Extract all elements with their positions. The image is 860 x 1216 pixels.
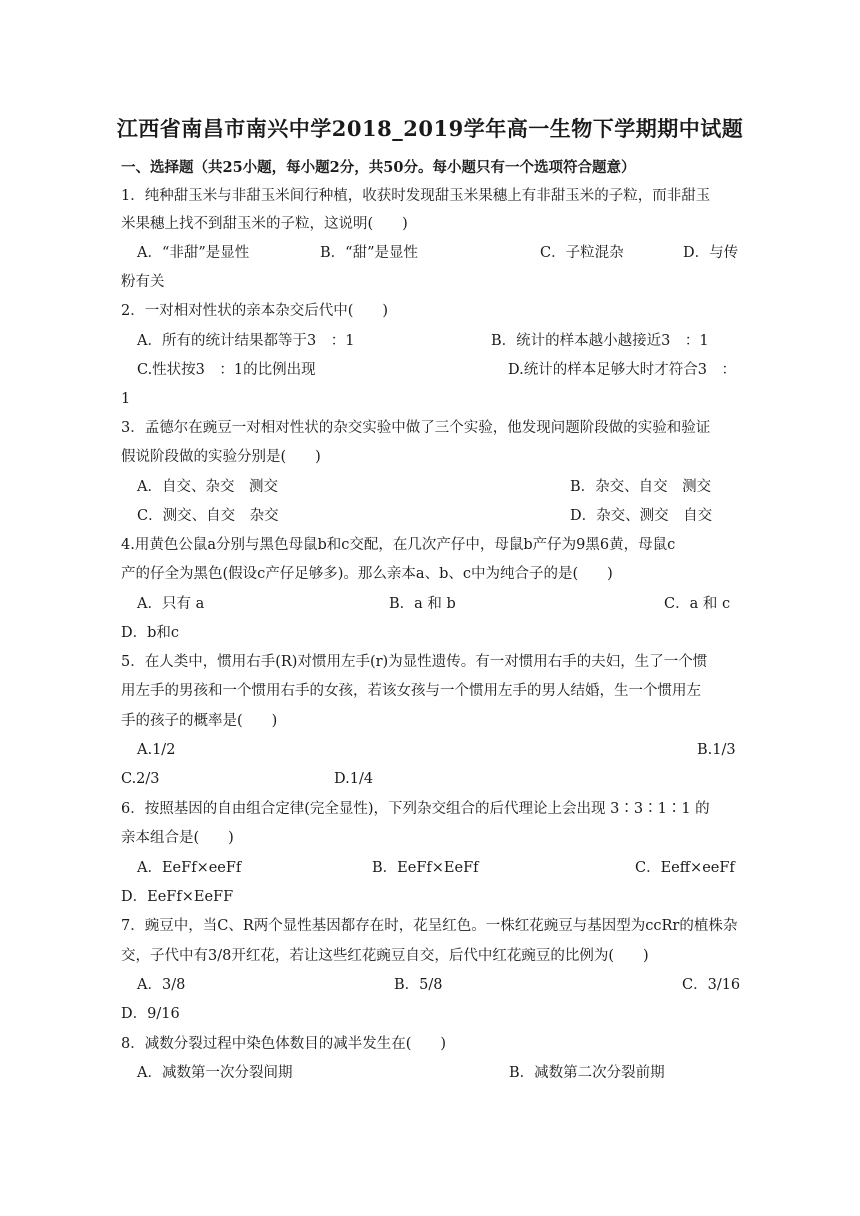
q6-option-d: D．EeFf×EeFF [121,889,234,905]
q4-stem-line2: 产的仔全为黑色(假设c产仔足够多)。那么亲本a、b、c中为纯合子的是( ) [121,566,613,582]
q3-stem-line2: 假说阶段做的实验分别是( ) [121,449,321,465]
q2-stem: 2．一对相对性状的亲本杂交后代中( ) [121,303,389,319]
q2-option-a: A．所有的统计结果都等于3 ：1 [137,333,355,349]
q4-option-d: D．b和c [121,625,180,641]
q7-option-a: A．3/8 [137,977,186,993]
q3-option-b: B．杂交、自交 测交 [570,479,712,495]
q5-stem-line2: 用左手的男孩和一个惯用右手的女孩，若该女孩与一个惯用左手的男人结婚，生一个惯用左 [121,683,701,699]
q8-option-a: A．减数第一次分裂间期 [137,1065,293,1081]
q2-option-c: C.性状按3 ：1的比例出现 [137,362,316,378]
q5-stem-line3: 手的孩子的概率是( ) [121,713,278,729]
q4-option-c: C．a 和 c [664,596,731,612]
q5-option-c: C.2/3 [121,771,160,787]
q4-stem-line1: 4.用黄色公鼠a分别与黑色母鼠b和c交配，在几次产仔中，母鼠b产仔为9黑6黄，母鼠c [121,537,676,553]
q3-option-d: D．杂交、测交 自交 [570,508,713,524]
q8-option-b: B．减数第二次分裂前期 [509,1065,665,1081]
q4-option-b: B．a 和 b [389,596,456,612]
q7-option-c: C．3/16 [682,977,741,993]
q6-option-c: C．Eeff×eeFf [635,860,735,876]
q7-stem-line1: 7．豌豆中，当C、R两个显性基因都存在时，花呈红色。一株红花豌豆与基因型为ccRr的植株杂 [121,918,738,934]
q5-stem-line1: 5．在人类中，惯用右手(R)对惯用左手(r)为显性遗传。有一对惯用右手的夫妇，生了一个惯 [121,654,708,670]
q7-option-d: D．9/16 [121,1006,180,1022]
q3-option-a: A．自交、杂交 测交 [137,479,278,495]
q3-option-c: C．测交、自交 杂交 [137,508,279,524]
q6-option-a: A．EeFf×eeFf [137,860,242,876]
page-title: 江西省南昌市南兴中学2018_2019学年高一生物下学期期中试题 [116,116,744,141]
q1-stem-line2: 米果穗上找不到甜玉米的子粒，这说明( ) [121,216,408,232]
q1-stem-line1: 1．纯种甜玉米与非甜玉米间行种植，收获时发现甜玉米果穗上有非甜玉米的子粒，而非甜玉 [121,188,711,204]
q2-option-d-cont: 1 [121,391,131,407]
q4-option-a: A．只有 a [137,596,205,612]
q5-option-a: A.1/2 [137,742,176,758]
q7-option-b: B．5/8 [394,977,443,993]
q1-option-c: C．子粒混杂 [540,245,624,261]
q2-option-b: B．统计的样本越小越接近3 ：1 [491,333,709,349]
q7-stem-line2: 交，子代中有3/8开红花，若让这些红花豌豆自交，后代中红花豌豆的比例为( ) [121,948,649,964]
q6-stem-line2: 亲本组合是( ) [121,830,234,846]
q5-option-b: B.1/3 [697,742,736,758]
q6-option-b: B．EeFf×EeFf [372,860,479,876]
q1-option-d-cont: 粉有关 [121,274,165,290]
q6-stem-line1: 6．按照基因的自由组合定律(完全显性)，下列杂交组合的后代理论上会出现 3∶3∶1∶1 的 [121,801,710,817]
q1-option-b: B．“甜”是显性 [320,245,418,261]
q1-option-a: A．“非甜”是显性 [137,245,250,261]
q2-option-d: D.统计的样本足够大时才符合3 ： [508,362,736,378]
section-heading: 一、选择题（共25小题，每小题2分，共50分。每小题只有一个选项符合题意） [121,159,636,176]
q8-stem: 8．减数分裂过程中染色体数目的减半发生在( ) [121,1036,447,1052]
q1-option-d: D．与传 [683,245,739,261]
q5-option-d: D.1/4 [334,771,374,787]
q3-stem-line1: 3．孟德尔在豌豆一对相对性状的杂交实验中做了三个实验，他发现问题阶段做的实验和验证 [121,420,711,436]
